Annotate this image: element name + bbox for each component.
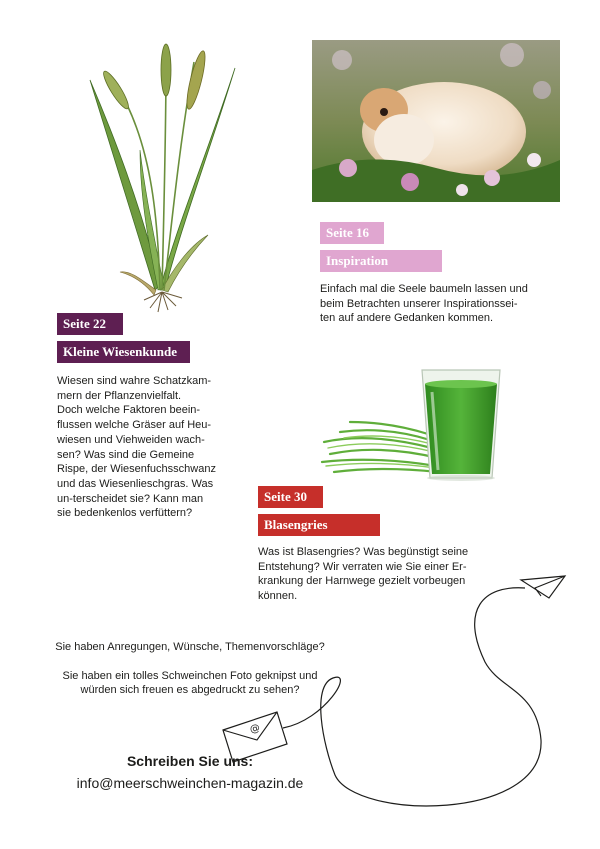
wiesenkunde-title-tag: Kleine Wiesenkunde: [57, 341, 190, 363]
blasengries-text-line: Was ist Blasengries? Was begünstigt seine: [258, 546, 469, 558]
guinea-pig-photo: [312, 40, 560, 202]
grass-illustration: [80, 40, 240, 315]
inspiration-text-line: Einfach mal die Seele baumeln lassen und: [320, 283, 528, 295]
contact-questions: [20, 640, 360, 698]
wiesenkunde-text-line: und das Wiesenlieschgras. Was: [57, 477, 214, 490]
paper-plane-icon: [521, 576, 565, 598]
inspiration-text: [320, 282, 528, 326]
wiesenkunde-text: [57, 374, 216, 521]
wiesenkunde-text-line: wiesen und Viehweiden wach-: [57, 433, 205, 446]
wiesenkunde-page-tag: Seite 22: [57, 313, 123, 335]
blasengries-page-tag: Seite 30: [258, 486, 323, 508]
wiesenkunde-text-line: Rispe, der Wiesenfuchsschwanz: [57, 463, 216, 476]
blasengries-title-tag: Blasengries: [258, 514, 380, 536]
blasengries-text-line: können.: [258, 590, 298, 603]
wiesenkunde-text-line: Doch welche Faktoren beein-: [57, 404, 201, 417]
contact-email-link[interactable]: info@meerschweinchen-magazin.de: [76, 775, 304, 791]
wiesenkunde-text-line: mern der Pflanzenvielfalt.: [57, 389, 182, 402]
contact-question-1: Sie haben Anregungen, Wünsche, Themenvorschläge?: [55, 641, 325, 653]
contact-heading: Schreiben Sie uns:: [126, 753, 254, 769]
inspiration-page-tag: Seite 16: [320, 222, 384, 244]
inspiration-title-tag: Inspiration: [320, 250, 442, 272]
wiesenkunde-text-line: Wiesen sind wahre Schatzkam-: [57, 375, 212, 387]
wiesenkunde-text-line: sen? Was sind die Gemeine: [57, 448, 195, 461]
inspiration-text-line: beim Betrachten unserer Inspirationssei-: [320, 297, 518, 310]
svg-text:@: @: [248, 722, 262, 736]
wiesenkunde-text-line: un-terscheidet sie? Kann man: [57, 492, 204, 505]
blasengries-text-line: Entstehung? Wir verraten wie Sie einer Er-: [258, 560, 467, 573]
wheatgrass-juice-photo: [320, 362, 510, 484]
contact-question-2-line-2: würden sich freuen es abgedruckt zu sehen?: [80, 684, 300, 696]
wiesenkunde-text-line: sie bedenkenlos verfüttern?: [57, 507, 193, 520]
inspiration-text-line: ten auf andere Gedanken kommen.: [320, 312, 494, 325]
blasengries-text-line: krankung der Harnwege gezielt vorbeugen: [258, 575, 466, 588]
wiesenkunde-text-line: flussen welche Gräser auf Heu-: [57, 419, 212, 432]
flight-path-drawing: [215, 570, 575, 835]
contact-question-2-line-1: Sie haben ein tolles Schweinchen Foto geknipst und: [62, 669, 318, 682]
